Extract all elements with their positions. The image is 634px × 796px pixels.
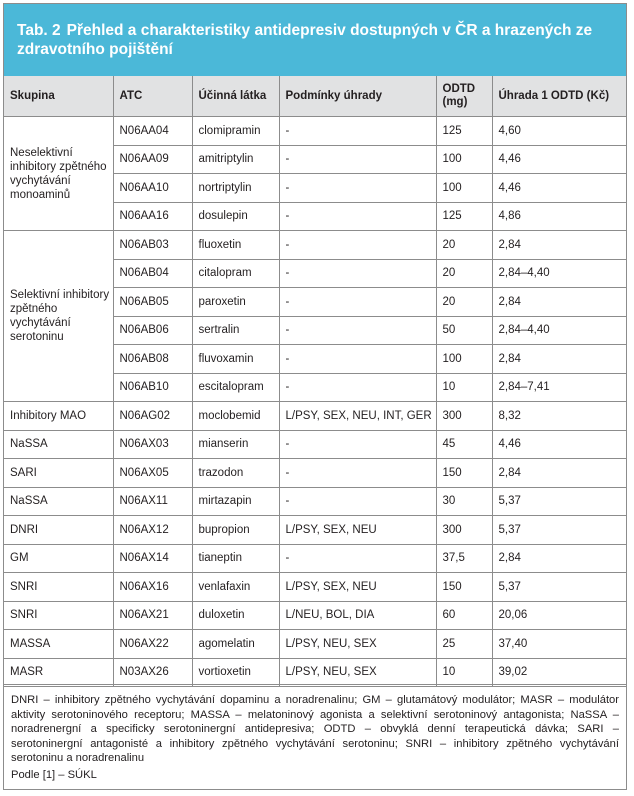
odtd-cell: 10: [436, 658, 492, 687]
atc-cell: N06AB06: [113, 316, 192, 345]
atc-cell: N06AX22: [113, 630, 192, 659]
conditions-cell: -: [279, 202, 436, 231]
atc-cell: N06AX14: [113, 544, 192, 573]
substance-cell: fluvoxamin: [192, 345, 279, 374]
odtd-cell: 150: [436, 459, 492, 488]
substance-cell: escitalopram: [192, 373, 279, 402]
conditions-cell: -: [279, 174, 436, 203]
payment-cell: 20,06: [492, 601, 626, 630]
conditions-cell: L/PSY, NEU, SEX: [279, 658, 436, 687]
substance-cell: paroxetin: [192, 288, 279, 317]
atc-cell: N06AA16: [113, 202, 192, 231]
odtd-cell: 300: [436, 402, 492, 431]
group-cell: GM: [4, 544, 113, 573]
table-number: Tab. 2: [17, 22, 61, 39]
group-cell: NaSSA: [4, 430, 113, 459]
conditions-cell: -: [279, 316, 436, 345]
atc-cell: N06AX11: [113, 487, 192, 516]
table-row: [4, 117, 626, 146]
source-note: Podle [1] – SÚKL: [11, 769, 97, 781]
payment-cell: 5,37: [492, 516, 626, 545]
substance-cell: vortioxetin: [192, 658, 279, 687]
table-title-bar: [4, 4, 626, 76]
conditions-cell: L/PSY, SEX, NEU, INT, GER: [279, 402, 436, 431]
odtd-cell: 60: [436, 601, 492, 630]
table-row: [4, 630, 626, 659]
substance-cell: fluoxetin: [192, 231, 279, 260]
atc-cell: N06AB03: [113, 231, 192, 260]
table-frame: [3, 3, 627, 790]
table-row: [4, 430, 626, 459]
conditions-cell: L/PSY, SEX, NEU: [279, 516, 436, 545]
antidepressant-table: [4, 76, 626, 687]
atc-cell: N06AB05: [113, 288, 192, 317]
table-caption: Přehled a charakteristiky antidepresiv dostupných v ČR a hrazených ze zdravotního pojištění: [17, 22, 593, 58]
payment-cell: 5,37: [492, 487, 626, 516]
table-row: [4, 231, 626, 260]
table-row: [4, 487, 626, 516]
table-row: [4, 658, 626, 687]
atc-cell: N06AB10: [113, 373, 192, 402]
substance-cell: venlafaxin: [192, 573, 279, 602]
table-row: [4, 402, 626, 431]
substance-cell: dosulepin: [192, 202, 279, 231]
table-row: [4, 544, 626, 573]
atc-cell: N06AX16: [113, 573, 192, 602]
payment-cell: 37,40: [492, 630, 626, 659]
payment-cell: 39,02: [492, 658, 626, 687]
header-conditions: Podmínky úhrady: [279, 76, 436, 117]
payment-cell: 5,37: [492, 573, 626, 602]
conditions-cell: -: [279, 487, 436, 516]
payment-cell: 2,84: [492, 459, 626, 488]
conditions-cell: -: [279, 373, 436, 402]
header-payment: Úhrada 1 ODTD (Kč): [492, 76, 626, 117]
payment-cell: 4,46: [492, 145, 626, 174]
conditions-cell: -: [279, 231, 436, 260]
odtd-cell: 150: [436, 573, 492, 602]
odtd-cell: 20: [436, 231, 492, 260]
odtd-cell: 100: [436, 145, 492, 174]
conditions-cell: L/PSY, NEU, SEX: [279, 630, 436, 659]
conditions-cell: -: [279, 259, 436, 288]
odtd-cell: 100: [436, 174, 492, 203]
header-substance: Účinná látka: [192, 76, 279, 117]
table-title: [17, 21, 617, 59]
odtd-cell: 100: [436, 345, 492, 374]
conditions-cell: -: [279, 430, 436, 459]
group-cell: SNRI: [4, 573, 113, 602]
odtd-cell: 45: [436, 430, 492, 459]
odtd-cell: 20: [436, 288, 492, 317]
substance-cell: sertralin: [192, 316, 279, 345]
conditions-cell: -: [279, 345, 436, 374]
atc-cell: N03AX26: [113, 658, 192, 687]
atc-cell: N06AX05: [113, 459, 192, 488]
payment-cell: 2,84: [492, 231, 626, 260]
atc-cell: N06AA09: [113, 145, 192, 174]
odtd-cell: 20: [436, 259, 492, 288]
header-group: Skupina: [4, 76, 113, 117]
payment-cell: 4,60: [492, 117, 626, 146]
payment-cell: 4,86: [492, 202, 626, 231]
conditions-cell: -: [279, 544, 436, 573]
odtd-cell: 25: [436, 630, 492, 659]
odtd-cell: 30: [436, 487, 492, 516]
substance-cell: amitriptylin: [192, 145, 279, 174]
group-cell: Inhibitory MAO: [4, 402, 113, 431]
conditions-cell: -: [279, 288, 436, 317]
atc-cell: N06AB04: [113, 259, 192, 288]
group-cell: MASSA: [4, 630, 113, 659]
payment-cell: 2,84–4,40: [492, 316, 626, 345]
substance-cell: nortriptylin: [192, 174, 279, 203]
payment-cell: 8,32: [492, 402, 626, 431]
odtd-cell: 300: [436, 516, 492, 545]
payment-cell: 4,46: [492, 174, 626, 203]
substance-cell: duloxetin: [192, 601, 279, 630]
table-row: [4, 601, 626, 630]
atc-cell: N06AX21: [113, 601, 192, 630]
payment-cell: 2,84: [492, 544, 626, 573]
atc-cell: N06AX03: [113, 430, 192, 459]
substance-cell: clomipramin: [192, 117, 279, 146]
group-cell: Selektivní inhibitory zpětného vychytávání serotoninu: [4, 231, 113, 402]
atc-cell: N06AB08: [113, 345, 192, 374]
payment-cell: 2,84: [492, 288, 626, 317]
table-footer: [4, 684, 626, 791]
substance-cell: bupropion: [192, 516, 279, 545]
atc-cell: N06AX12: [113, 516, 192, 545]
payment-cell: 2,84: [492, 345, 626, 374]
header-atc: ATC: [113, 76, 192, 117]
conditions-cell: L/PSY, SEX, NEU: [279, 573, 436, 602]
abbreviations-note: DNRI – inhibitory zpětného vychytávání dopaminu a noradrenalinu; GM – glutamátový modulátor; MASR – modulátor aktivity serotoninového receptoru; MASSA – melatoninový agonista a selektivní serotoninový antagonista; NaSSA – noradrenergní a specificky serotoninergní antidepresiva; ODTD – obvyklá denní terapeutická dávka; SARI – serotoninergní antagonisté a inhibitory zpětného vychytávání serotoninu; SNRI – inhibitory zpětného vychytávání serotoninu a noradrenalinu: [11, 694, 619, 764]
group-cell: MASR: [4, 658, 113, 687]
substance-cell: mirtazapin: [192, 487, 279, 516]
atc-cell: N06AA04: [113, 117, 192, 146]
group-cell: Neselektivní inhibitory zpětného vychytávání monoaminů: [4, 117, 113, 231]
group-cell: NaSSA: [4, 487, 113, 516]
table-row: [4, 516, 626, 545]
substance-cell: citalopram: [192, 259, 279, 288]
group-cell: SNRI: [4, 601, 113, 630]
payment-cell: 4,46: [492, 430, 626, 459]
odtd-cell: 50: [436, 316, 492, 345]
substance-cell: moclobemid: [192, 402, 279, 431]
odtd-cell: 10: [436, 373, 492, 402]
substance-cell: trazodon: [192, 459, 279, 488]
substance-cell: tianeptin: [192, 544, 279, 573]
conditions-cell: L/NEU, BOL, DIA: [279, 601, 436, 630]
conditions-cell: -: [279, 117, 436, 146]
substance-cell: agomelatin: [192, 630, 279, 659]
conditions-cell: -: [279, 459, 436, 488]
odtd-cell: 125: [436, 202, 492, 231]
group-cell: DNRI: [4, 516, 113, 545]
header-row: [4, 76, 626, 117]
payment-cell: 2,84–7,41: [492, 373, 626, 402]
group-cell: SARI: [4, 459, 113, 488]
odtd-cell: 37,5: [436, 544, 492, 573]
payment-cell: 2,84–4,40: [492, 259, 626, 288]
table-row: [4, 459, 626, 488]
atc-cell: N06AA10: [113, 174, 192, 203]
table-row: [4, 573, 626, 602]
conditions-cell: -: [279, 145, 436, 174]
header-odtd: ODTD (mg): [436, 76, 492, 117]
odtd-cell: 125: [436, 117, 492, 146]
substance-cell: mianserin: [192, 430, 279, 459]
atc-cell: N06AG02: [113, 402, 192, 431]
table-body: [4, 117, 626, 687]
